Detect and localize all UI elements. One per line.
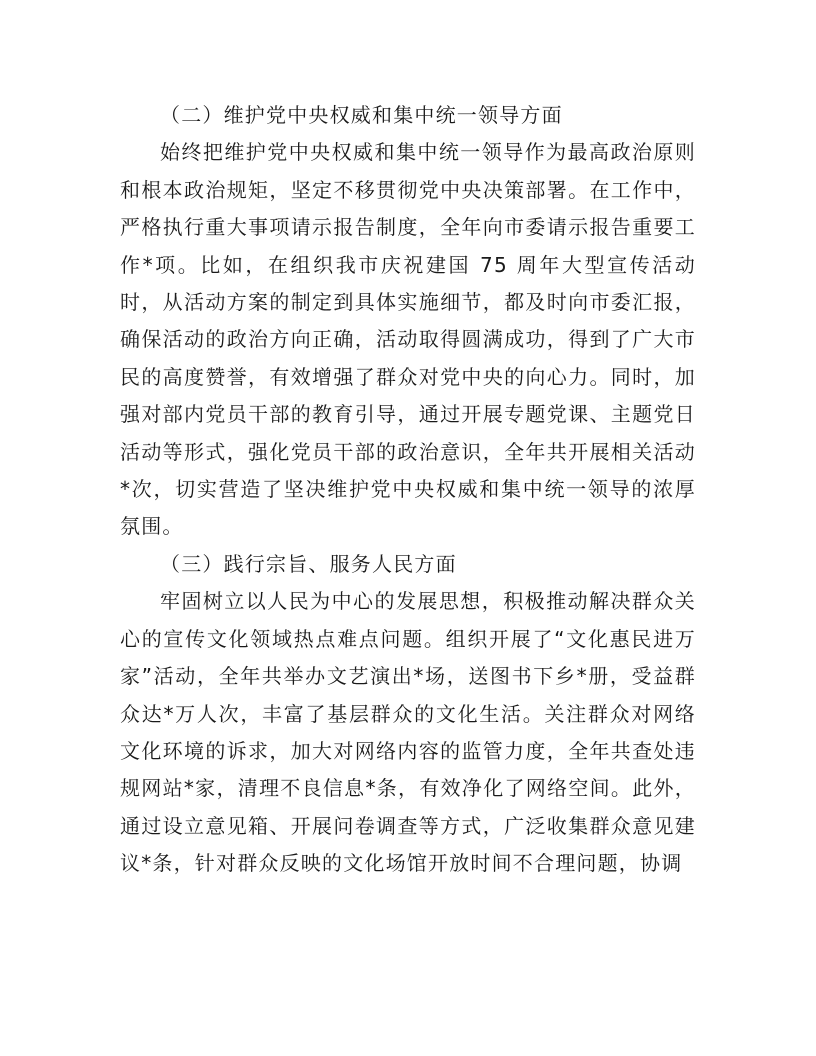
section-heading-3: （三）践行宗旨、服务人民方面 — [160, 551, 457, 576]
document-body — [120, 97, 696, 883]
section-heading-2: （二）维护党中央权威和集中统一领导方面 — [160, 103, 563, 127]
section-paragraph-2: 始终把维护党中央权威和集中统一领导作为最高政治原则和根本政治规矩，坚定不移贯彻党中央决策部署。在工作中，严格执行重大事项请示报告制度，全年向市委请示报告重要工作*项。比如，在组织我市庆祝建国 75 周年大型宣传活动时，从活动方案的制定到具体实施细节，都及时向市委汇报，确保活动的政治方向正确，活动取得圆满成功，得到了广大市民的高度赞誉，有效增强了群众对党中央的向心力。同时，加强对部内党员干部的教育引导，通过开展专题党课、主题党日活动等形式，强化党员干部的政治意识，全年共开展相关活动*次，切实营造了坚决维护党中央权威和集中统一领导的浓厚氛围。 — [120, 140, 696, 539]
section-paragraph-3: 牢固树立以人民为中心的发展思想，积极推动解决群众关心的宣传文化领域热点难点问题。组织开展了“文化惠民进万家”活动，全年共举办文艺演出*场，送图书下乡*册，受益群众达*万人次，丰富了基层群众的文化生活。关注群众对网络文化环境的诉求，加大对网络内容的监管力度，全年共查处违规网站*家，清理不良信息*条，有效净化了网络空间。此外，通过设立意见箱、开展问卷调查等方式，广泛收集群众意见建议*条，针对群众反映的文化场馆开放时间不合理问题，协调 — [120, 589, 696, 876]
